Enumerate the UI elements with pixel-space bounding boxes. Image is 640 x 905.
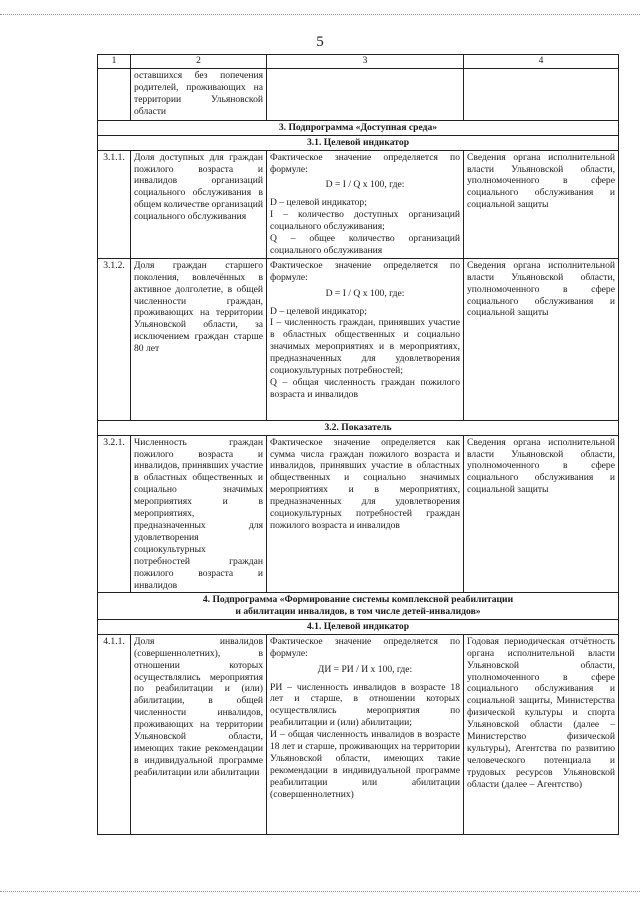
section-4-title-line-2: и абилитации инвалидов, в том числе детей-инвалидов»	[235, 606, 481, 618]
section-4-title	[98, 593, 619, 620]
row-number: 4.1.1.	[98, 634, 131, 834]
data-source: Сведения органа исполнительной власти Ульяновской области, уполномоченного в сфере социального обслуживания и социальной защиты	[464, 435, 619, 593]
data-source: Сведения органа исполнительной власти Ульяновской области, уполномоченного в сфере социального обслуживания и социальной защиты	[464, 258, 619, 420]
formula: D = I / Q x 100, где:	[325, 287, 405, 299]
formula: D = I / Q x 100, где:	[325, 179, 405, 191]
table-row	[98, 69, 619, 121]
definition: I – численность граждан, принявших участие в областных общественных и социально значимых мероприятиях и в мероприятиях, предназначенных для удовлетворения социокультурных потребностей;	[270, 317, 460, 377]
table-header-row	[98, 55, 619, 69]
definition: I – количество доступных организаций социального обслуживания;	[270, 209, 460, 233]
col-header-2: 2	[131, 55, 267, 69]
section-title-row	[98, 121, 619, 136]
table-row	[98, 634, 619, 834]
section-title-row	[98, 593, 619, 620]
section-4-1-title: 4.1. Целевой индикатор	[98, 620, 619, 635]
calculation-method	[267, 258, 464, 420]
indicator-name: Численность граждан пожилого возраста и инвалидов, принявших участие в областных общественных и социально значимых мероприятиях и в мероприятиях, предназначенных для удовлетворения социокультурных потребностей граждан пожилого возраста и инвалидов	[131, 435, 267, 593]
page-number: 5	[316, 34, 324, 50]
row-number: 3.2.1.	[98, 435, 131, 593]
row-number: 3.1.2.	[98, 258, 131, 420]
indicators-table	[97, 54, 619, 835]
definition: D – целевой индикатор;	[270, 305, 367, 317]
continued-cell-name: оставшихся без попечения родителей, проживающих на территории Ульяновской области	[131, 69, 267, 121]
formula: ДИ = РИ / И x 100, где:	[317, 663, 413, 675]
indicator-name: Доля доступных для граждан пожилого возраста и инвалидов организаций социального обслуживания в общем количестве организаций социального обслуживания	[131, 150, 267, 258]
table-row	[98, 150, 619, 258]
section-3-1-title: 3.1. Целевой индикатор	[98, 135, 619, 150]
method-intro: Фактическое значение определяется по формуле:	[270, 259, 460, 283]
row-number: 3.1.1.	[98, 150, 131, 258]
col-header-4: 4	[464, 55, 619, 69]
calculation-method: Фактическое значение определяется как сумма числа граждан пожилого возраста и инвалидов, принявших участие в областных общественных и социально значимых мероприятиях и в мероприятиях, предназначенных для удовлетворения социокультурных потребностей граждан пожилого возраста и инвалидов	[267, 435, 464, 593]
col-header-1: 1	[98, 55, 131, 69]
definition: Q – общая численность граждан пожилого возраста и инвалидов	[270, 377, 460, 400]
top-fold-line	[0, 14, 640, 15]
subsection-title-row	[98, 135, 619, 150]
section-4-title-line-1: 4. Подпрограмма «Формирование системы комплексной реабилитации	[202, 594, 514, 606]
continued-cell-source	[464, 69, 619, 121]
table-row	[98, 435, 619, 593]
method-intro: Фактическое значение определяется по формуле:	[270, 151, 460, 175]
section-3-2-title: 3.2. Показатель	[98, 420, 619, 435]
data-source: Годовая периодическая отчётность органа исполнительной власти Ульяновской области, уполномоченного в сфере социального обслуживания и социальной защиты, Министерства физической культуры и спорта Ульяновской области (далее – Министерство физической культуры), Агентства по развитию человеческого потенциала и трудовых ресурсов Ульяновской области (далее – Агентство)	[464, 634, 619, 834]
calculation-method	[267, 150, 464, 258]
method-intro: Фактическое значение определяется по формуле:	[270, 635, 460, 659]
indicator-name: Доля граждан старшего поколения, вовлечённых в активное долголетие, в общей численности граждан, проживающих на территории Ульяновской области, за исключением граждан старше 80 лет	[131, 258, 267, 420]
definition: Q – общее количество организаций социального обслуживания	[270, 233, 460, 256]
col-header-3: 3	[267, 55, 464, 69]
definition: D – целевой индикатор;	[270, 197, 367, 209]
subsection-title-row	[98, 420, 619, 435]
table-row	[98, 258, 619, 420]
section-3-title: 3. Подпрограмма «Доступная среда»	[98, 121, 619, 136]
data-source: Сведения органа исполнительной власти Ульяновской области, уполномоченного в сфере социального обслуживания и социальной защиты	[464, 150, 619, 258]
indicator-name: Доля инвалидов (совершеннолетних), в отношении которых осуществлялись мероприятия по реабилитации и (или) абилитации, в общей численности инвалидов, проживающих на территории Ульяновской области, имеющих такие рекомендации в индивидуальной программе реабилитации или абилитации	[131, 634, 267, 834]
definition: И – общая численность инвалидов в возрасте 18 лет и старше, проживающих на территории Ульяновской области, имеющих такие рекомендации в индивидуальной программе реабилитации или абилитации (совершеннолетних)	[270, 729, 460, 800]
continued-cell-method	[267, 69, 464, 121]
subsection-title-row	[98, 620, 619, 635]
calculation-method	[267, 634, 464, 834]
definition: РИ – численность инвалидов в возрасте 18 лет и старше, в отношении которых осуществлялись мероприятия по реабилитации и (или) абилитации;	[270, 681, 460, 729]
bottom-fold-line	[0, 891, 640, 892]
